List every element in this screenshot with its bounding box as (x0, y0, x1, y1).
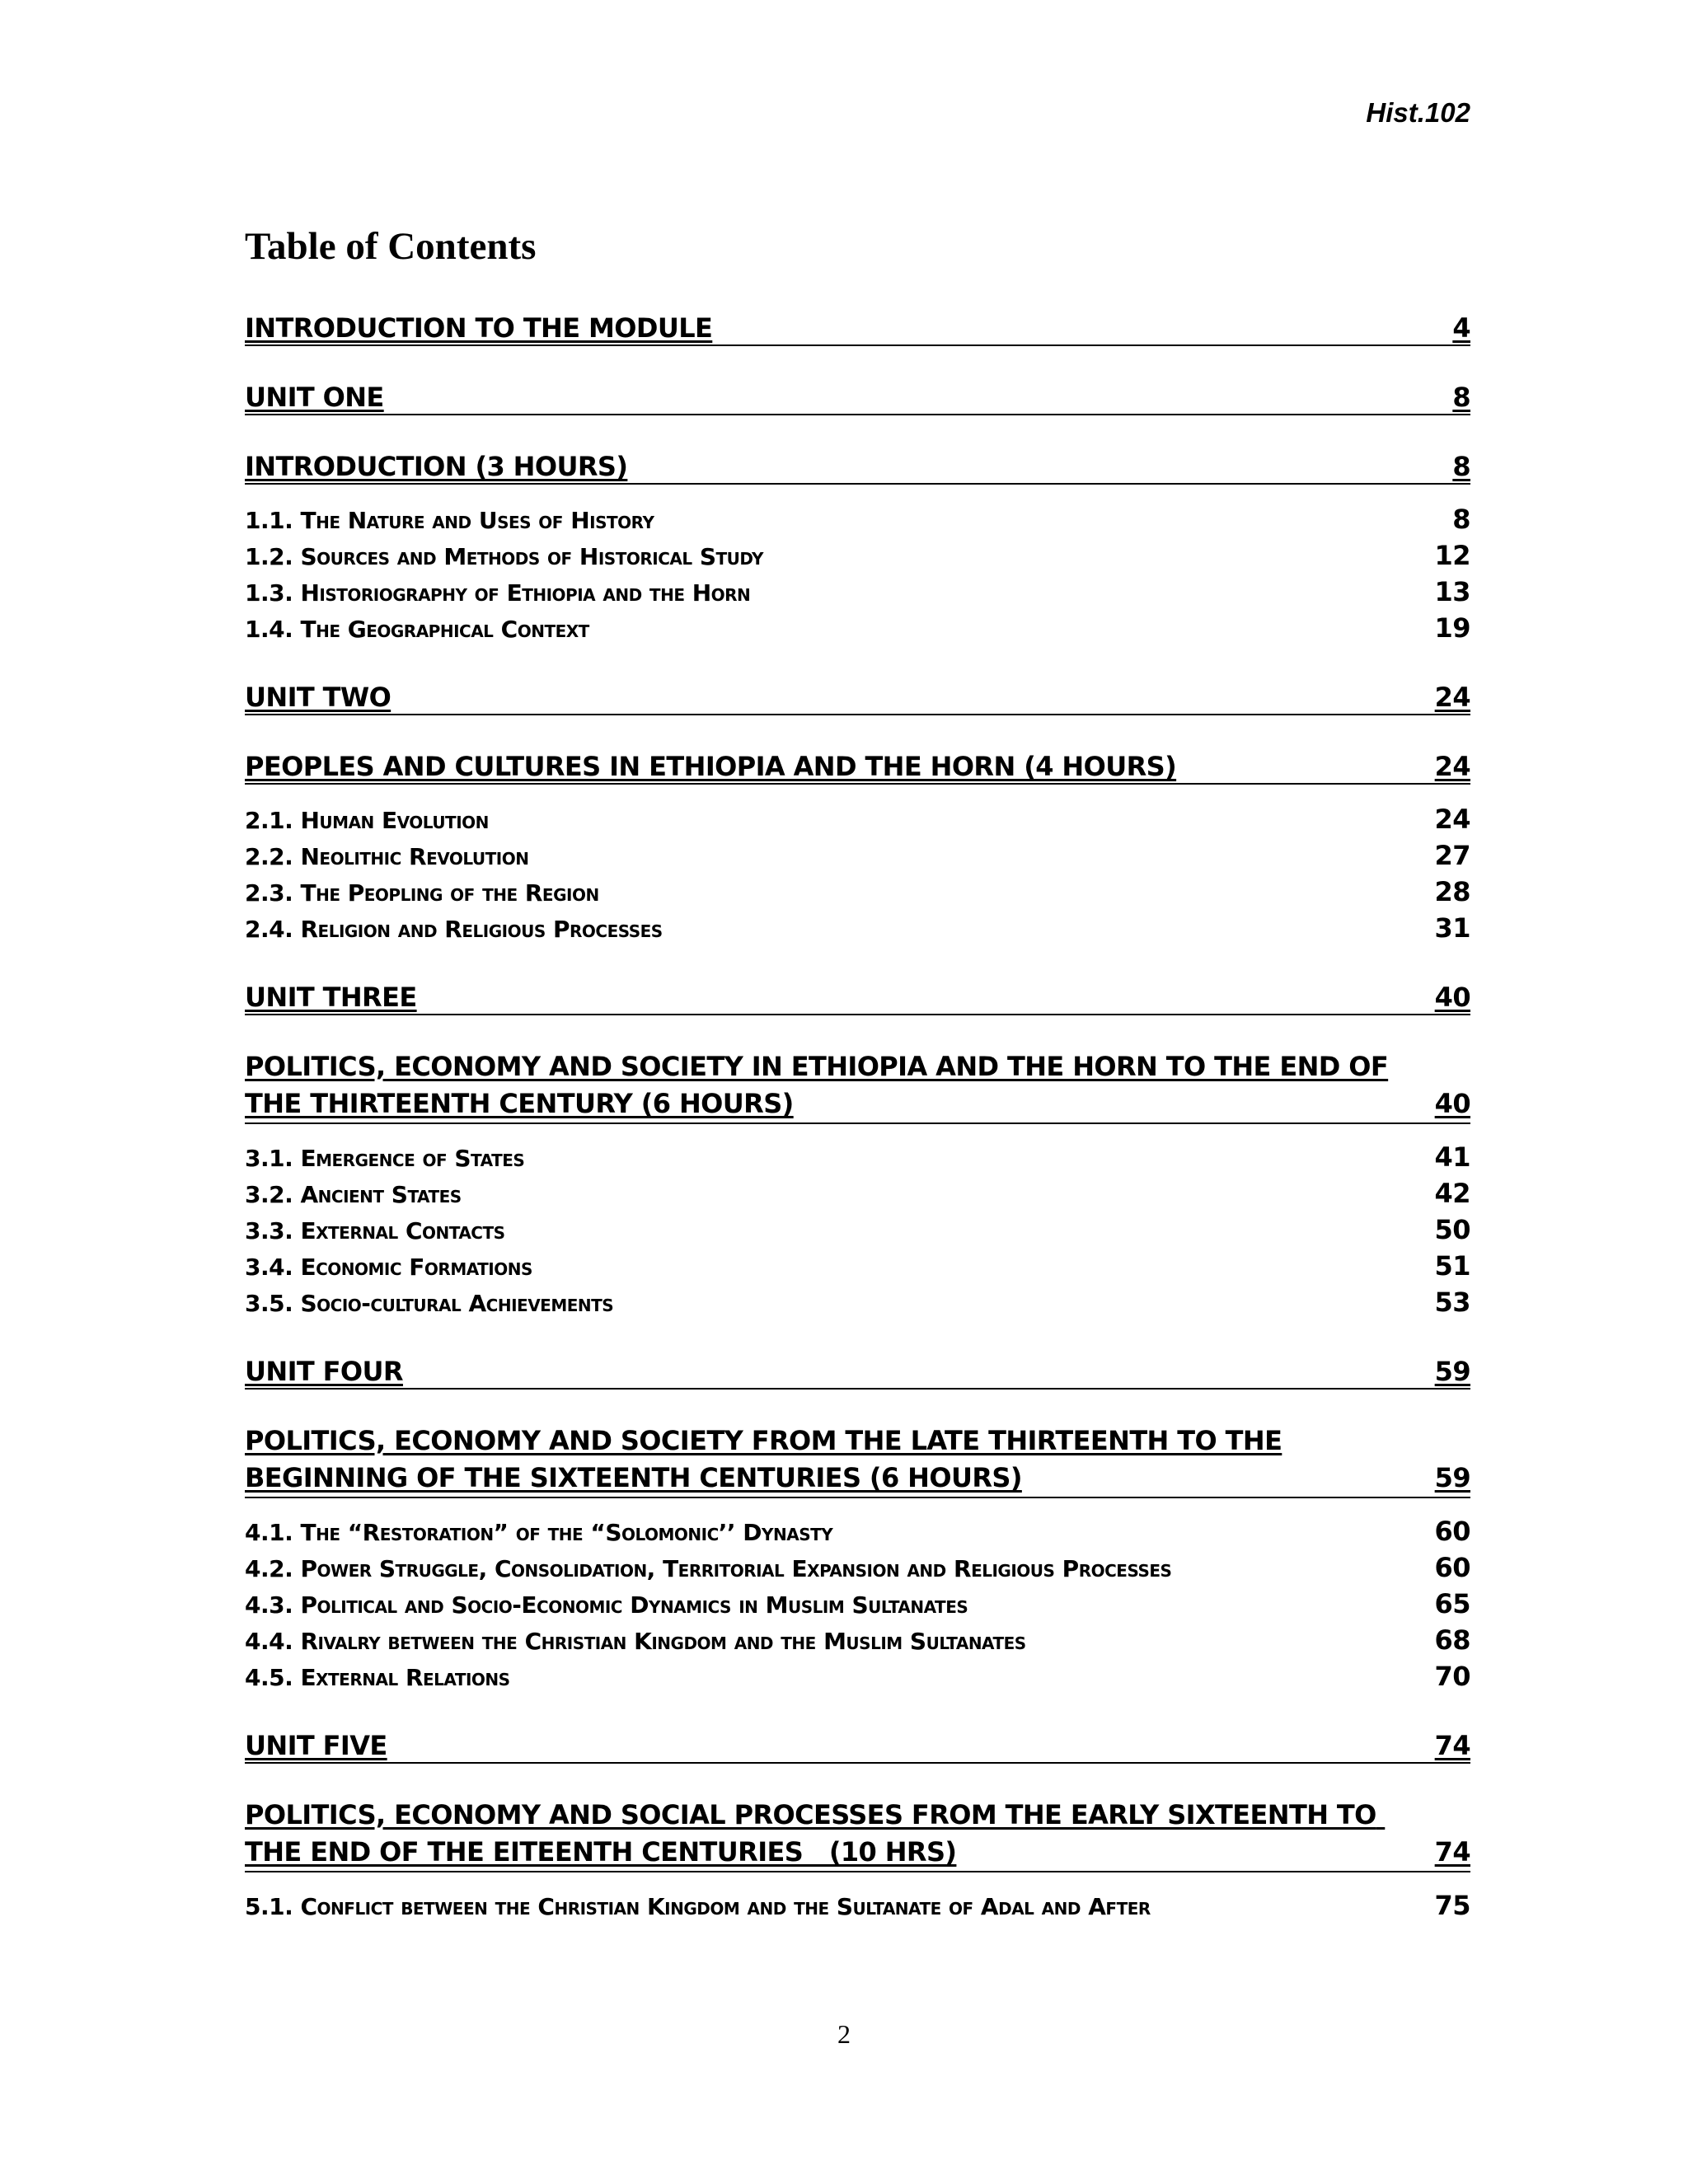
toc-entry-label: 2.1. Human Evolution (245, 807, 489, 834)
toc-entry-label: UNIT TWO (245, 682, 392, 713)
toc-entry-label: 4.1. The “Restoration” of the “Solomonic’’ Dynasty (245, 1519, 833, 1546)
toc-entry-unit-four[interactable] (245, 1355, 1470, 1390)
toc-entry-page: 31 (1434, 912, 1470, 944)
toc-entry-label: 3.2. Ancient States (245, 1181, 462, 1208)
toc-entry-label: 4.5. External Relations (245, 1664, 510, 1691)
toc-entry-unit-five-title[interactable] (245, 1797, 1470, 1872)
toc-entry-label: 2.4. Religion and Religious Processes (245, 916, 663, 943)
toc-entry-page: 60 (1434, 1552, 1470, 1583)
toc-entry-page: 42 (1434, 1178, 1470, 1209)
toc-subentry-2-1[interactable] (245, 803, 1470, 837)
toc-entry-page: 8 (1452, 504, 1470, 535)
toc-subentry-2-2[interactable] (245, 839, 1470, 874)
toc-subentry-3-3[interactable] (245, 1213, 1470, 1248)
toc-entry-unit-two-title[interactable] (245, 750, 1470, 785)
toc-entry-label: 4.4. Rivalry between the Christian Kingdom and the Muslim Sultanates (245, 1628, 1026, 1655)
toc-entry-page: 24 (1434, 751, 1470, 782)
toc-entry-unit-three[interactable] (245, 981, 1470, 1015)
toc-entry-page: 40 (1434, 1088, 1470, 1119)
toc-entry-page: 59 (1434, 1462, 1470, 1493)
toc-entry-label: UNIT FIVE (245, 1730, 387, 1761)
toc-entry-unit-one-intro[interactable] (245, 450, 1470, 485)
toc-entry-page: 27 (1434, 840, 1470, 871)
toc-entry-label: POLITICS, ECONOMY AND SOCIAL PROCESSES FROM THE EARLY SIXTEENTH TO THE END OF THE EITEENTH CENTURIES (10 HRS) (245, 1799, 1386, 1868)
toc-entry-label: 5.1. Conflict between the Christian Kingdom and the Sultanate of Adal and After (245, 1893, 1151, 1920)
running-header: Hist.102 (1366, 97, 1470, 128)
toc-subentry-3-4[interactable] (245, 1249, 1470, 1284)
toc-subentry-4-5[interactable] (245, 1660, 1470, 1694)
toc-entry-label: PEOPLES AND CULTURES IN ETHIOPIA AND THE HORN (4 HOURS) (245, 751, 1177, 782)
page-number: 2 (837, 2019, 851, 2049)
toc-entry-page: 74 (1434, 1836, 1470, 1868)
toc-subentry-5-1[interactable] (245, 1889, 1470, 1924)
toc-entry-page: 60 (1434, 1516, 1470, 1547)
toc-subentry-4-3[interactable] (245, 1587, 1470, 1622)
toc-entry-page: 51 (1434, 1250, 1470, 1282)
toc-entry-unit-three-title[interactable] (245, 1048, 1470, 1124)
toc-subentry-3-2[interactable] (245, 1177, 1470, 1212)
toc-entry-page: 8 (1452, 382, 1470, 413)
toc-entry-label: INTRODUCTION (3 HOURS) (245, 451, 628, 482)
toc-entry-label: UNIT FOUR (245, 1356, 403, 1387)
toc-entry-unit-one[interactable] (245, 381, 1470, 415)
toc-entry-label: 3.5. Socio-cultural Achievements (245, 1290, 614, 1317)
toc-title: Table of Contents (245, 225, 537, 268)
toc-subentry-2-3[interactable] (245, 875, 1470, 910)
toc-entry-page: 70 (1434, 1661, 1470, 1692)
toc-entry-introduction-module[interactable] (245, 312, 1470, 346)
toc-subentry-4-2[interactable] (245, 1551, 1470, 1586)
toc-entry-page: 59 (1434, 1356, 1470, 1387)
toc-entry-label: 1.3. Historiography of Ethiopia and the Horn (245, 579, 751, 607)
toc-entry-page: 75 (1434, 1890, 1470, 1921)
toc-subentry-4-1[interactable] (245, 1515, 1470, 1549)
toc-entry-label: UNIT ONE (245, 382, 384, 413)
toc-entry-page: 28 (1434, 876, 1470, 907)
toc-entry-page: 24 (1434, 682, 1470, 713)
toc-entry-page: 74 (1434, 1730, 1470, 1761)
toc-entry-unit-two[interactable] (245, 681, 1470, 715)
toc-entry-page: 8 (1452, 451, 1470, 482)
toc-entry-page: 65 (1434, 1588, 1470, 1619)
toc-subentry-2-4[interactable] (245, 912, 1470, 946)
toc-entry-label: 3.3. External Contacts (245, 1217, 505, 1244)
toc-entry-label: 1.2. Sources and Methods of Historical Study (245, 543, 764, 570)
toc-entry-page: 12 (1434, 540, 1470, 571)
toc-entry-label: POLITICS, ECONOMY AND SOCIETY FROM THE LATE THIRTEENTH TO THE BEGINNING OF THE SIXTEENTH CENTURIES (6 HOURS) (245, 1425, 1282, 1493)
toc-entry-page: 4 (1452, 312, 1470, 344)
toc-subentry-1-3[interactable] (245, 575, 1470, 610)
toc-entry-page: 53 (1434, 1286, 1470, 1318)
toc-entry-unit-five[interactable] (245, 1729, 1470, 1764)
toc-entry-label: INTRODUCTION TO THE MODULE (245, 312, 713, 344)
toc-entry-unit-four-title[interactable] (245, 1422, 1470, 1498)
toc-entry-page: 24 (1434, 804, 1470, 835)
toc-entry-label: 3.1. Emergence of States (245, 1145, 525, 1172)
toc-subentry-1-2[interactable] (245, 539, 1470, 574)
toc-subentry-1-4[interactable] (245, 612, 1470, 646)
toc-entry-page: 13 (1434, 576, 1470, 607)
toc-entry-page: 50 (1434, 1214, 1470, 1245)
toc-entry-label: 2.3. The Peopling of the Region (245, 879, 599, 907)
toc-entry-label: UNIT THREE (245, 982, 417, 1013)
toc-entry-label: 4.2. Power Struggle, Consolidation, Territorial Expansion and Religious Processes (245, 1555, 1172, 1582)
toc-entry-page: 19 (1434, 612, 1470, 644)
toc-entry-label: POLITICS, ECONOMY AND SOCIETY IN ETHIOPIA AND THE HORN TO THE END OF THE THIRTEENTH CENTURY (6 HOURS) (245, 1051, 1389, 1119)
toc-entry-label: 3.4. Economic Formations (245, 1254, 532, 1281)
toc-entry-label: 1.4. The Geographical Context (245, 616, 589, 643)
toc-subentry-4-4[interactable] (245, 1624, 1470, 1658)
toc-subentry-1-1[interactable] (245, 503, 1470, 537)
toc-subentry-3-1[interactable] (245, 1141, 1470, 1175)
toc-subentry-3-5[interactable] (245, 1286, 1470, 1320)
toc-entry-label: 2.2. Neolithic Revolution (245, 843, 529, 870)
toc-entry-page: 41 (1434, 1141, 1470, 1173)
toc-entry-label: 1.1. The Nature and Uses of History (245, 507, 654, 534)
toc-entry-page: 40 (1434, 982, 1470, 1013)
toc-entry-label: 4.3. Political and Socio-Economic Dynamics in Muslim Sultanates (245, 1591, 968, 1619)
toc-entry-page: 68 (1434, 1624, 1470, 1656)
